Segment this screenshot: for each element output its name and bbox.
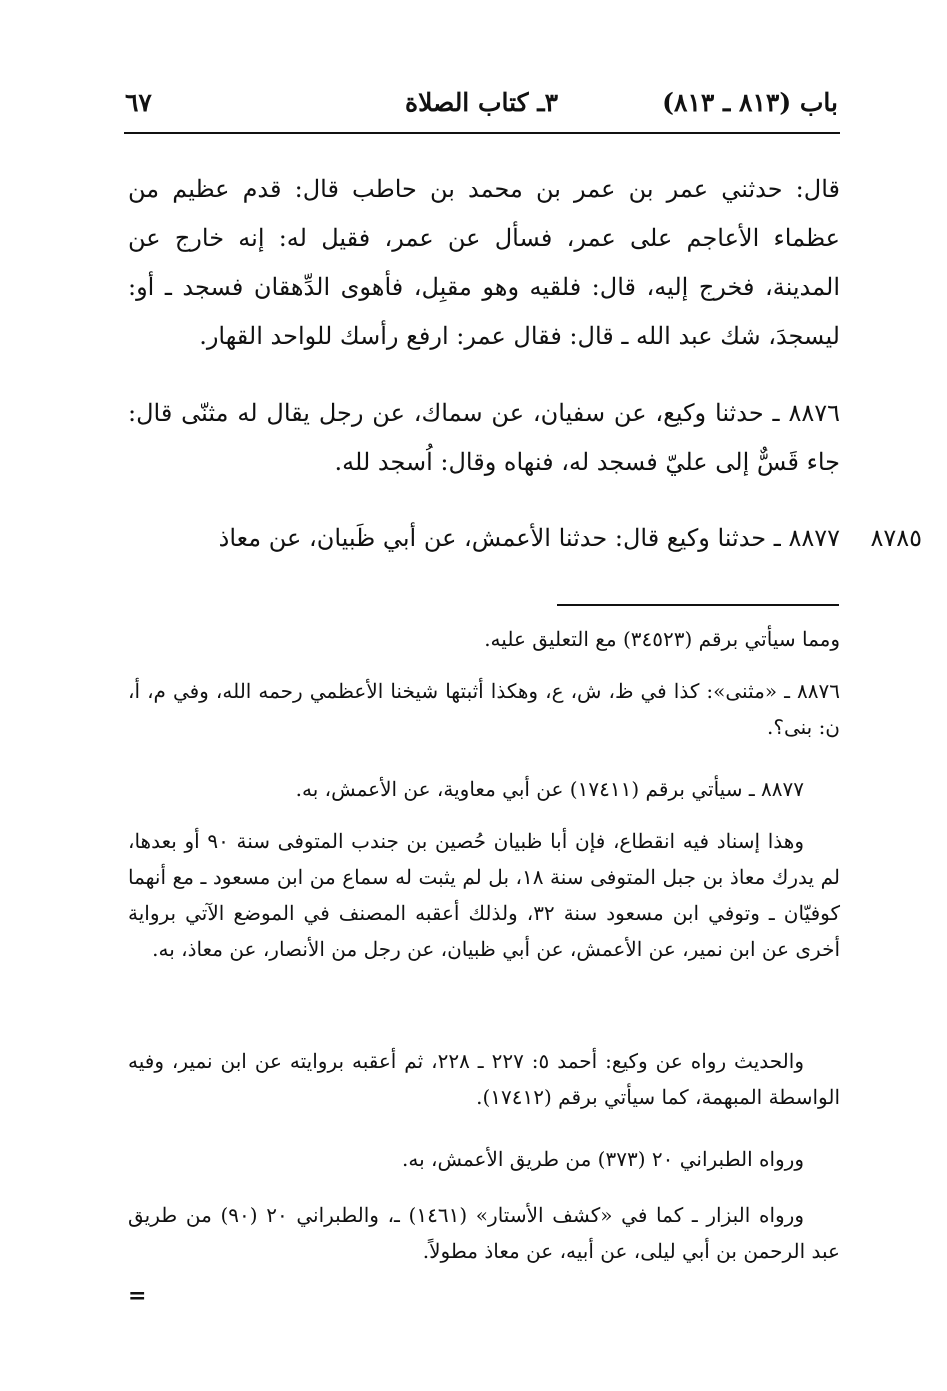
header-divider (124, 132, 840, 134)
footnote-8876: ٨٨٧٦ ـ «مثنى»: كذا في ظ، ش، ع، وهكذا أثبتها شيخنا الأعظمي رحمه الله، وفي م، أ، ن: بنى؟. (128, 679, 840, 739)
footnote-tabarani: ورواه الطبراني ٢٠ (٣٧٣) من طريق الأعمش، به. (402, 1147, 804, 1171)
page-number: ٦٧ (125, 88, 152, 117)
page-header (120, 84, 838, 124)
hadith-8876: ٨٨٧٦ ـ حدثنا وكيع، عن سفيان، عن سماك، عن رجل يقال له مثنّى قال: جاء قَسٌّ إلى عليّ فسجد له، فنهاه وقال: اُسجد لله. (128, 399, 840, 476)
footnote-bazzar: ورواه البزار ـ كما في «كشف الأستار» (١٤٦١) ـ، والطبراني ٢٠ (٩٠) من طريق عبد الرحمن بن أبي ليلى، عن أبيه، عن معاذ مطولاً. (128, 1203, 840, 1263)
footnote-divider (557, 604, 839, 606)
footnote-isnad-note: وهذا إسناد فيه انقطاع، فإن أبا ظبيان حُصين بن جندب المتوفى سنة ٩٠ أو بعدها، لم يدرك معاذ بن جبل المتوفى سنة ١٨، بل لم يثبت له سماع من ابن مسعود ـ مع أنهما كوفيّان ـ وتوفي ابن مسعود سنة ٣٢، ولذلك أعقبه المصنف في الموضع الآتي برواية أخرى عن ابن نمير، عن الأعمش، عن أبي ظبيان، عن رجل من الأنصار، عن معاذ، به. (128, 829, 840, 961)
continuation-mark: = (128, 1283, 147, 1309)
footnote-ahmad: والحديث رواه عن وكيع: أحمد ٥: ٢٢٧ ـ ٢٢٨، ثم أعقبه بروايته عن ابن نمير، وفيه الواسطة المبهمة، كما سيأتي برقم (١٧٤١٢). (128, 1049, 840, 1109)
hadith-8877: ٨٨٧٧ ـ حدثنا وكيع قال: حدثنا الأعمش، عن أبي ظَبيان، عن معاذ (218, 524, 840, 552)
margin-number: ٨٧٨٥ (870, 524, 922, 552)
hadith-text-continued: قال: حدثني عمر بن عمر بن محمد بن حاطب قال: قدم عظيم من عظماء الأعاجم على عمر، فسأل عن عمر، فقيل له: إنه خارج عن المدينة، فخرج إليه، قال: فلقيه وهو مقبِل، فأهوى الدِّهقان فسجد ـ أو: ليسجدَ، شك عبد الله ـ قال: فقال عمر: ارفع رأسك للواحد القهار. (128, 175, 840, 350)
chapter-heading: باب (٨١٣ ـ ٨١٣) (662, 88, 838, 117)
footnote-8877: ٨٨٧٧ ـ سيأتي برقم (١٧٤١١) عن أبي معاوية، عن الأعمش، به. (295, 777, 804, 801)
book-title: ٣ـ كتاب الصلاة (405, 88, 559, 117)
footnote-1: ومما سيأتي برقم (٣٤٥٢٣) مع التعليق عليه. (484, 627, 840, 651)
